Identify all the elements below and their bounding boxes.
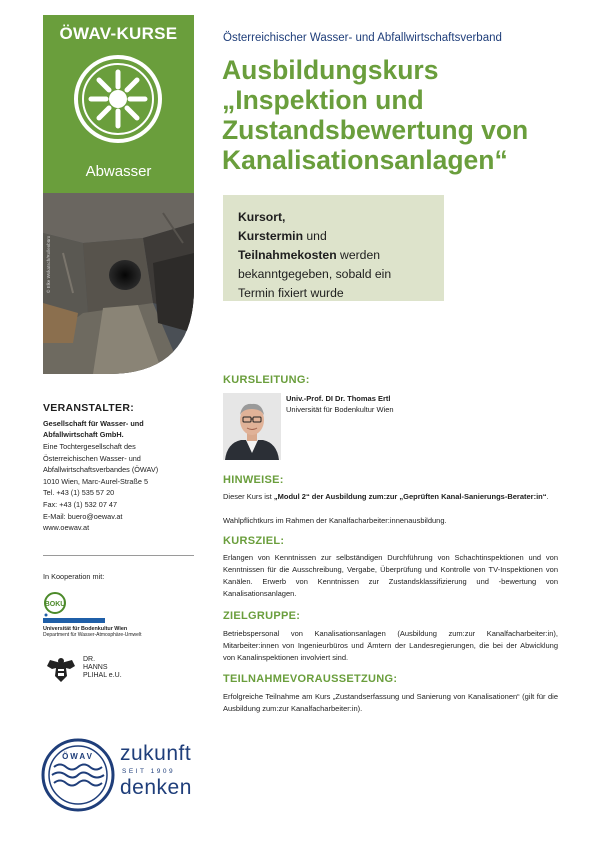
category-label: Abwasser xyxy=(85,163,152,180)
info-text: und xyxy=(303,229,327,243)
info-text: Termin fixiert wurde xyxy=(238,286,344,300)
organizer-address xyxy=(43,441,193,534)
manhole-cover-icon xyxy=(74,55,162,143)
boku-name: Universität für Bodenkultur Wien xyxy=(43,626,128,632)
title-line: „Inspektion und xyxy=(222,85,424,115)
title-line: Ausbildungskurs xyxy=(222,55,439,85)
tagline-bottom: denken xyxy=(120,776,192,799)
divider xyxy=(43,555,194,556)
organizer-phone: Tel. +43 (1) 535 57 20 xyxy=(43,488,115,498)
info-costs: Teilnahmekosten xyxy=(238,248,337,262)
boku-badge-text: BOKU xyxy=(44,601,66,608)
instructor-affiliation: Universität für Bodenkultur Wien xyxy=(286,405,394,414)
tagline-top: zukunft xyxy=(120,742,192,765)
organizer-fax: Fax: +43 (1) 532 07 47 xyxy=(43,499,118,509)
plihal-line: HANNS xyxy=(83,664,108,671)
organizer-heading: VERANSTALTER: xyxy=(43,402,135,414)
plihal-logo xyxy=(83,656,122,680)
info-text: bekanntgegeben, sobald ein xyxy=(238,267,392,281)
page-title xyxy=(222,55,582,175)
plihal-line: DR. xyxy=(83,656,96,663)
organizer-email[interactable]: E-Mail: buero@oewav.at xyxy=(43,511,123,521)
organizer-line: Österreichischen Wasser- und xyxy=(43,453,141,463)
hinweise-text-bold: „Modul 2“ der Ausbildung zum:zur „Geprüften Kanal-Sanierungs-Berater:in“ xyxy=(273,492,547,501)
title-line: Kanalisationsanlagen“ xyxy=(222,145,508,175)
boku-caption xyxy=(43,626,141,638)
hinweise-text-pre: Dieser Kurs ist xyxy=(223,492,274,501)
tagline-since: SEIT 1909 xyxy=(122,768,176,775)
teilnahme-text: Erfolgreiche Teilnahme am Kurs „Zustandserfassung und Sanierung von Kanalisationen“ (gilt für die Ausbildung zum:zur Kanalfacharbeiter:in). xyxy=(223,692,558,713)
hinweise-heading: HINWEISE: xyxy=(223,474,284,486)
organizer-website[interactable]: www.oewav.at xyxy=(43,523,90,533)
organizer-name: Gesellschaft für Wasser- und Abfallwirtschaft GmbH. xyxy=(43,419,144,439)
brand-label: ÖWAV-KURSE xyxy=(59,24,178,43)
title-line: Zustandsbewertung von xyxy=(222,115,529,145)
zielgruppe-heading: ZIELGRUPPE: xyxy=(223,610,301,622)
course-info-box xyxy=(223,195,444,301)
kursziel-heading: KURSZIEL: xyxy=(223,535,285,547)
eagle-icon xyxy=(46,656,76,684)
teilnahme-heading: TEILNAHMEVORAUSSETZUNG: xyxy=(223,673,398,685)
instructor-portrait xyxy=(223,393,281,460)
info-date: Kurstermin xyxy=(238,229,304,243)
kursleitung-heading: KURSLEITUNG: xyxy=(223,374,310,386)
photo-credit: © Elke Wokatsch/Rollenbüro xyxy=(46,235,51,293)
boku-department: Department für Wasser-Atmosphäre-Umwelt xyxy=(43,632,142,638)
hinweise-text-2: Wahlpflichtkurs im Rahmen der Kanalfacharbeiter:innenausbildung. xyxy=(223,516,447,525)
hinweise-text-post: . xyxy=(546,492,549,501)
organizer-line: Abfallwirtschaftsverbandes (ÖWAV) xyxy=(43,465,159,475)
kursziel-text: Erlangen von Kenntnissen zur selbständigen Durchführung von Schachtinspektionen und von Kenntnissen für die Ausschreibung, Vergabe, Überprüfung und Kontrolle von TV-Inspektionen von Kanälen. Erwerb von Kenntnissen zur Zustandsklassifizierung und -bewertung von Kanalisationsanlagen. xyxy=(223,553,558,598)
boku-logo xyxy=(43,592,193,629)
hinweise-text xyxy=(223,491,558,503)
oewav-logo-text: ÖWAV xyxy=(62,752,94,761)
instructor-name: Univ.-Prof. DI Dr. Thomas Ertl xyxy=(286,394,391,403)
plihal-line: PLIHAL e.U. xyxy=(83,672,122,679)
course-category-banner xyxy=(43,15,194,193)
organizer-line: Eine Tochtergesellschaft des xyxy=(43,442,136,451)
organizer-address-line: 1010 Wien, Marc-Aurel-Straße 5 xyxy=(43,476,149,486)
cooperation-label: In Kooperation mit: xyxy=(43,572,105,581)
oewav-logo xyxy=(40,737,116,813)
info-location: Kursort, xyxy=(238,210,286,224)
zielgruppe-text: Betriebspersonal von Kanalisationsanlagen (Ausbildung zum:zur Kanalfacharbeiter:in), Mitarbeiter:innen von Ingenieurbüros und Ämtern der Landesregierungen, die bei der Abwicklung von Kanalinspektionen involviert sind. xyxy=(223,629,558,662)
association-name: Österreichischer Wasser- und Abfallwirtschaftsverband xyxy=(223,32,502,44)
sewer-photo xyxy=(43,193,194,374)
info-text: werden xyxy=(336,248,381,262)
